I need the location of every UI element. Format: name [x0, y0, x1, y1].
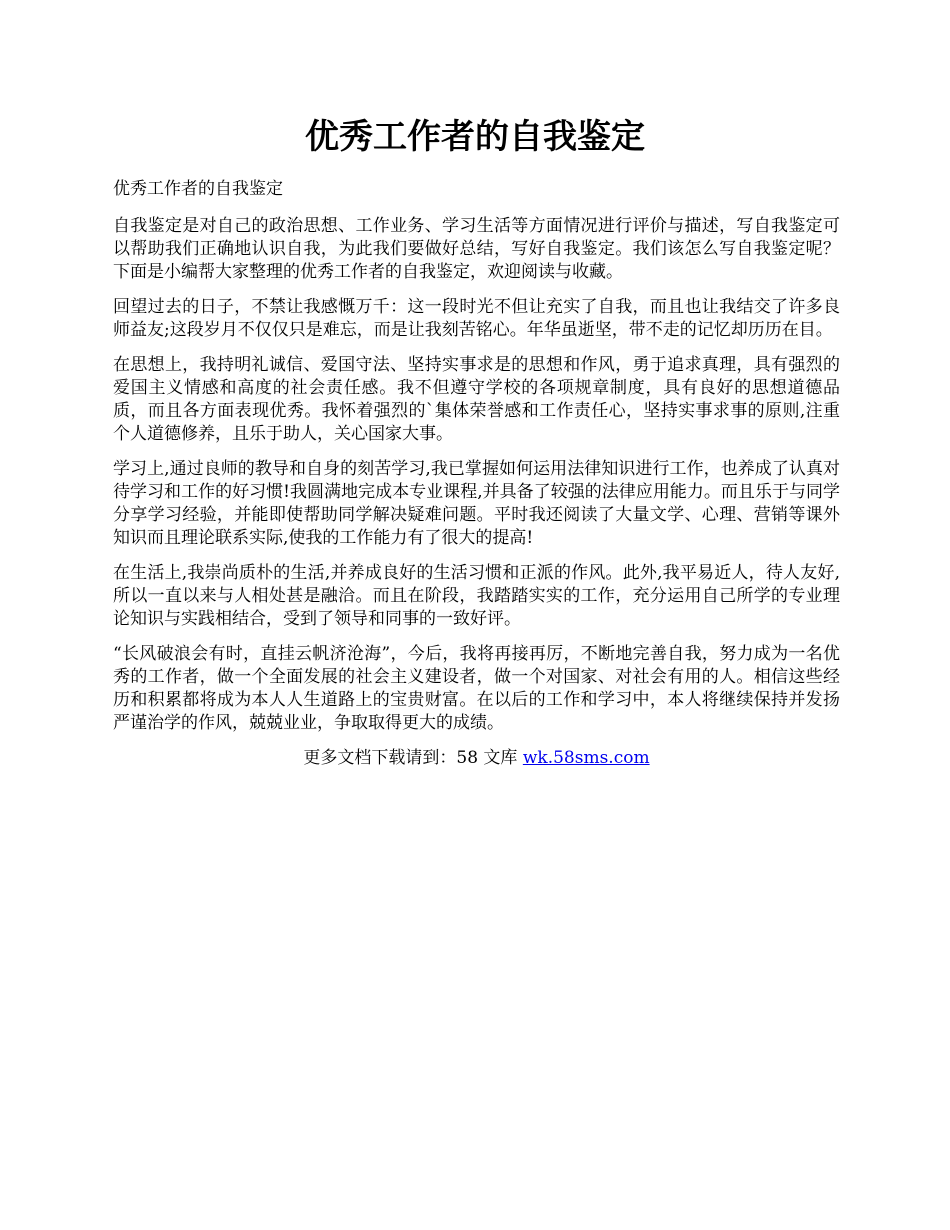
paragraph-reflection: 回望过去的日子，不禁让我感慨万千：这一段时光不但让充实了自我，而且也让我结交了许多良师益友;这段岁月不仅仅只是难忘，而是让我刻苦铭心。年华虽逝坚，带不走的记忆却历历在目。 — [113, 297, 840, 340]
document-title: 优秀工作者的自我鉴定 — [305, 117, 645, 157]
footer-link[interactable]: wk.58sms.com — [522, 748, 650, 768]
footer-text: 更多文档下载请到：58 文库 — [303, 748, 523, 768]
paragraph-intro: 自我鉴定是对自己的政治思想、工作业务、学习生活等方面情况进行评价与描述，写自我鉴定可以帮助我们正确地认识自我，为此我们要做好总结，写好自我鉴定。我们该怎么写自我鉴定呢？下面是小编帮大家整理的优秀工作者的自我鉴定，欢迎阅读与收藏。 — [113, 216, 840, 282]
paragraph-future: “长风破浪会有时，直挂云帆济沧海”，今后，我将再接再厉，不断地完善自我，努力成为一名优秀的工作者，做一个全面发展的社会主义建设者，做一个对国家、对社会有用的人。相信这些经历和积累都将成为本人人生道路上的宝贵财富。在以后的工作和学习中，本人将继续保持并发扬严谨治学的作风，兢兢业业，争取取得更大的成绩。 — [113, 644, 840, 733]
paragraph-thought: 在思想上，我持明礼诚信、爱国守法、坚持实事求是的思想和作风，勇于追求真理，具有强烈的爱国主义情感和高度的社会责任感。我不但遵守学校的各项规章制度，具有良好的思想道德品质，而且各方面表现优秀。我怀着强烈的`集体荣誉感和工作责任心，坚持实事求事的原则,注重个人道德修养，且乐于助人，关心国家大事。 — [113, 355, 840, 444]
paragraph-study: 学习上,通过良师的教导和自身的刻苦学习,我已掌握如何运用法律知识进行工作，也养成了认真对待学习和工作的好习惯!我圆满地完成本专业课程,并具备了较强的法律应用能力。而且乐于与同学分享学习经验，并能即使帮助同学解决疑难问题。平时我还阅读了大量文学、心理、营销等课外知识而且理论联系实际,使我的工作能力有了很大的提高! — [113, 459, 840, 548]
document-subtitle: 优秀工作者的自我鉴定 — [113, 179, 283, 199]
download-footer — [113, 747, 840, 770]
paragraph-life: 在生活上,我崇尚质朴的生活,并养成良好的生活习惯和正派的作风。此外,我平易近人，待人友好,所以一直以来与人相处甚是融洽。而且在阶段，我踏踏实实的工作，充分运用自己所学的专业理论知识与实践相结合，受到了领导和同事的一致好评。 — [113, 563, 840, 629]
document-body — [113, 178, 840, 770]
